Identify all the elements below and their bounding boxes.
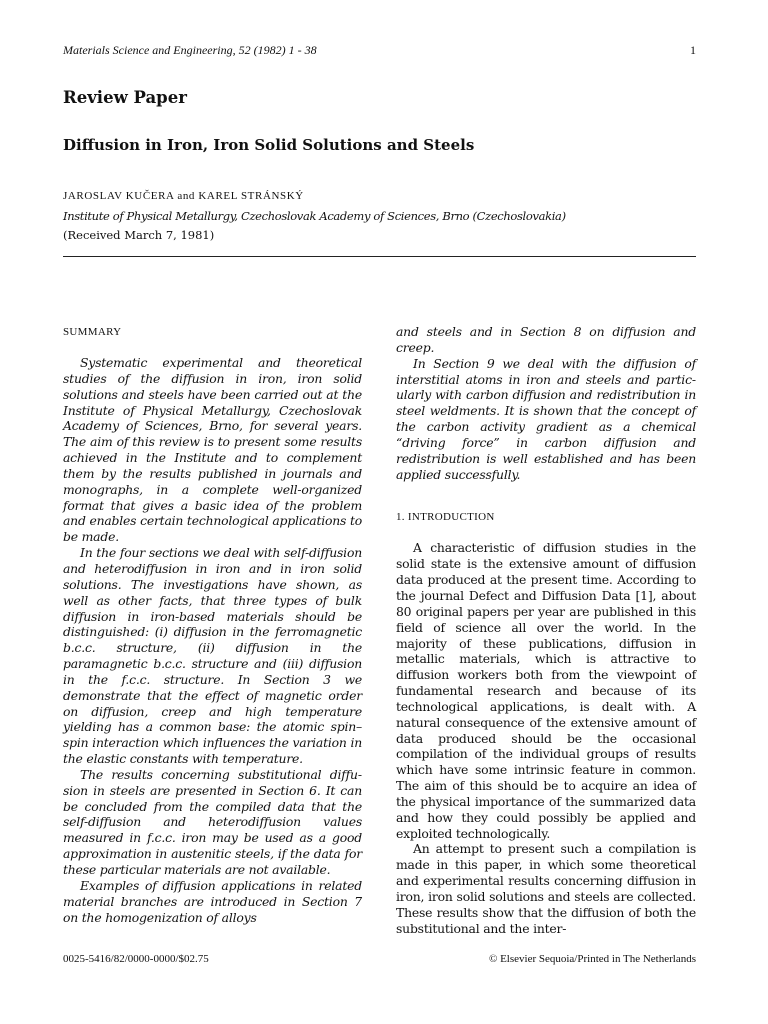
summary-paragraph: In the four sections we deal with self-diffusion and heterodiffusion in iron and in iron solid solutions. The investigations have shown, as well as other facts, that three types of bulk diffusion in iron-based materials should be distinguished: (i) diffusion in the ferromagnetic b.c.c. structure, (ii) diffusion in the paramagnetic b.c.c. structure and (iii) diffusion in the f.c.c. structure. In Section 3 we demonstrate that the effect of magnetic order on diffusion, creep and high temperature yielding has a common base: the atomic spin–spin interaction which influences the variation in the elastic constants with temperature.	[63, 545, 362, 767]
introduction-paragraph: A characteristic of diffusion studies in the solid state is the extensive amount of diffusion data produced at the present time. According to the journal Defect and Diffusion Data [1], about 80 original papers per year are published in this field of science all over the world. In the majority of these publications, diffusion in metallic materials, which is attractive to diffusion workers both from the viewpoint of fundamental research and because of its technological applications, is dealt with. A natural consequence of the extensive amount of data produced should be the occasional compilation of the individual groups of results which have some intrinsic feature in common. The aim of this should be to acquire an idea of the physical importance of the summarized data and how they could possibly be applied and exploited technologically.	[396, 540, 696, 841]
summary-heading: SUMMARY	[63, 326, 122, 338]
right-column	[396, 324, 696, 937]
left-column	[63, 325, 362, 925]
author-list: JAROSLAV KUČERA and KAREL STRÁNSKÝ	[63, 190, 304, 202]
publisher-notice: © Elsevier Sequoia/Printed in The Netherlands	[488, 953, 696, 965]
introduction-body	[396, 540, 696, 936]
header-divider	[63, 256, 696, 257]
journal-citation: Materials Science and Engineering, 52 (1982) 1 - 38	[63, 43, 317, 57]
introduction-heading: 1. INTRODUCTION	[396, 511, 495, 524]
author-affiliation: Institute of Physical Metallurgy, Czechoslovak Academy of Sciences, Brno (Czechoslovakia)	[63, 209, 566, 223]
summary-continued	[396, 324, 696, 482]
summary-paragraph: Examples of diffusion applications in related material branches are introduced in Section 7 on the homogenization of alloys	[63, 877, 362, 925]
summary-paragraph: Systematic experimental and theoretical studies of the diffusion in iron, iron solid solutions and steels have been carried out at the Institute of Physical Metallurgy, Czechoslovak Academy of Sciences, Brno, for several years. The aim of this review is to present some results achieved in the Institute and to complement them by the results published in journals and monographs, in a complete well-organized format that gives a basic idea of the problem and enables certain technological applications to be made.	[63, 355, 362, 545]
page-number: 1	[690, 43, 696, 57]
received-date: (Received March 7, 1981)	[63, 228, 215, 242]
summary-body	[63, 355, 362, 925]
summary-paragraph: In Section 9 we deal with the diffusion of interstitial atoms in iron and steels and particularly with carbon diffusion and redistribution in steel weldments. It is shown that the concept of the carbon activity gradient as a chemical “driving force” in carbon diffusion and redistribution is well established and has been applied successfully.	[396, 355, 696, 482]
summary-paragraph: The results concerning substitutional diffusion in steels are presented in Section 6. It can be concluded from the compiled data that the self-diffusion and heterodiffusion values measured in f.c.c. iron may be used as a good approximation in austenitic steels, if the data for these particular materials are not available.	[63, 766, 362, 877]
article-code: 0025-5416/82/0000-0000/$02.75	[63, 953, 209, 965]
section-label: Review Paper	[63, 88, 187, 107]
article-title: Diffusion in Iron, Iron Solid Solutions and Steels	[63, 136, 475, 154]
summary-paragraph: and steels and in Section 8 on diffusion and creep.	[396, 324, 696, 355]
introduction-paragraph: An attempt to present such a compilation is made in this paper, in which some theoretical and experimental results concerning diffusion in iron, iron solid solutions and steels are collected. These results show that the diffusion of both the substitutional and the inter-	[396, 841, 696, 936]
